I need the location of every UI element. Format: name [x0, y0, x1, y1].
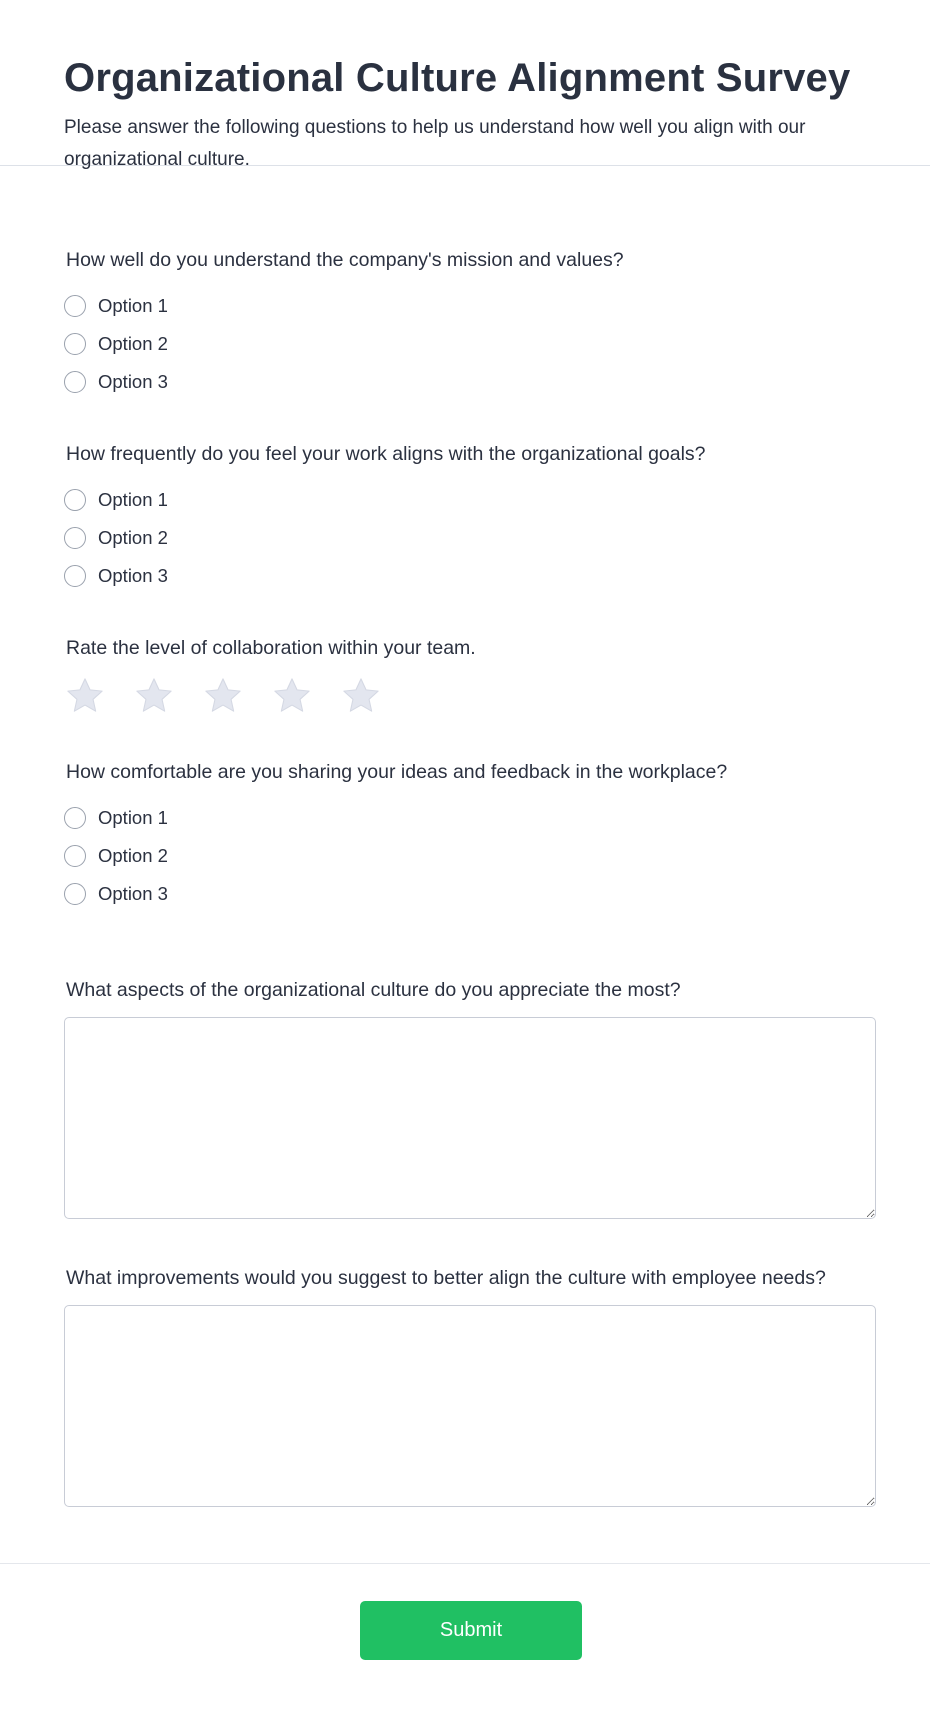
question-2-option-2[interactable]: [64, 519, 876, 557]
question-1: [64, 247, 876, 401]
option-label: Option 3: [98, 883, 168, 904]
question-2-text: How frequently do you feel your work aligns with the organizational goals?: [66, 443, 706, 465]
question-4: [64, 759, 876, 913]
question-5: [64, 977, 876, 1219]
survey-header: [0, 0, 930, 170]
improvements-textarea[interactable]: [64, 1305, 876, 1507]
radio-button[interactable]: [64, 807, 86, 829]
option-label: Option 2: [98, 845, 168, 866]
appreciate-textarea[interactable]: [64, 1017, 876, 1219]
page-title: Organizational Culture Alignment Survey: [64, 56, 851, 100]
radio-button[interactable]: [64, 883, 86, 905]
question-2-option-1[interactable]: [64, 481, 876, 519]
question-3-text: Rate the level of collaboration within your team.: [66, 637, 476, 659]
question-1-option-1[interactable]: [64, 287, 876, 325]
option-label: Option 1: [98, 489, 168, 510]
question-2-options: [64, 481, 876, 595]
star-icon[interactable]: [340, 675, 382, 717]
option-label: Option 1: [98, 295, 168, 316]
option-label: Option 3: [98, 371, 168, 392]
radio-button[interactable]: [64, 333, 86, 355]
star-icon[interactable]: [133, 675, 175, 717]
radio-button[interactable]: [64, 527, 86, 549]
option-label: Option 2: [98, 333, 168, 354]
option-label: Option 2: [98, 527, 168, 548]
question-5-text: What aspects of the organizational culture do you appreciate the most?: [66, 979, 681, 1001]
radio-button[interactable]: [64, 371, 86, 393]
question-1-options: [64, 287, 876, 401]
radio-button[interactable]: [64, 295, 86, 317]
question-1-option-2[interactable]: [64, 325, 876, 363]
radio-button[interactable]: [64, 565, 86, 587]
page-subtitle: Please answer the following questions to help us understand how well you align with our organizational culture.: [64, 117, 806, 170]
radio-button[interactable]: [64, 845, 86, 867]
question-4-text: How comfortable are you sharing your ideas and feedback in the workplace?: [66, 761, 728, 783]
star-rating: [64, 675, 876, 717]
star-icon[interactable]: [271, 675, 313, 717]
question-4-option-2[interactable]: [64, 837, 876, 875]
question-2-option-3[interactable]: [64, 557, 876, 595]
submit-button[interactable]: Submit: [360, 1601, 582, 1660]
radio-button[interactable]: [64, 489, 86, 511]
question-4-options: [64, 799, 876, 913]
question-3: [64, 635, 876, 717]
question-1-option-3[interactable]: [64, 363, 876, 401]
star-icon[interactable]: [202, 675, 244, 717]
option-label: Option 1: [98, 807, 168, 828]
question-1-text: How well do you understand the company's mission and values?: [66, 249, 624, 271]
question-4-option-1[interactable]: [64, 799, 876, 837]
star-icon[interactable]: [64, 675, 106, 717]
question-6: [64, 1265, 876, 1507]
footer-divider: [0, 1563, 930, 1564]
question-4-option-3[interactable]: [64, 875, 876, 913]
question-6-text: What improvements would you suggest to better align the culture with employee needs?: [66, 1267, 826, 1289]
question-2: [64, 441, 876, 595]
option-label: Option 3: [98, 565, 168, 586]
